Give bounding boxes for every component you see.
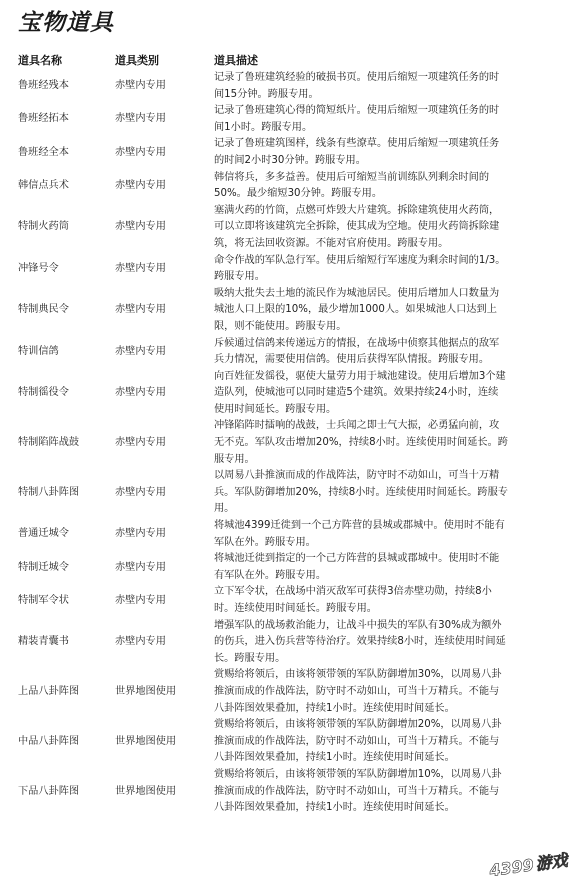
item-description (214, 518, 568, 551)
description-line: 城池人口上限的10%，最少增加1000人。如果城池人口达到上 (214, 304, 497, 316)
table-row (18, 618, 568, 668)
description-line: 50%。最少缩短30分钟。跨服专用。 (214, 188, 383, 200)
description-line: 时。连续使用时间延长。跨服专用。 (214, 603, 377, 614)
description-line: 的伤兵，进入伤兵营等待治疗。效果持续8小时，连续使用时间延 (214, 636, 506, 648)
description-line: 记录了鲁班建筑心得的简短纸片。使用后缩短一项建筑任务的时 (214, 105, 500, 117)
table-row (18, 70, 568, 103)
item-description (214, 584, 568, 617)
description-line: 用。 (214, 503, 235, 515)
table-row (18, 667, 568, 717)
item-name: 特制徭役令 (18, 387, 69, 399)
description-line: 将城池迁徙到指定的一个己方阵营的县城或郡城中。使用时不能 (214, 553, 500, 565)
item-description (214, 618, 568, 668)
item-name: 鲁班经拓本 (18, 113, 69, 125)
table-row (18, 551, 568, 584)
description-line: 八卦阵图效果叠加，持续1小时。连续使用时间延长。 (214, 752, 455, 764)
description-line: 军队在外。跨服专用。 (214, 536, 316, 548)
table-header-row (18, 50, 568, 70)
description-line: 限，则不能使用。跨服专用。 (214, 320, 347, 332)
column-header-type: 道具类别 (115, 54, 159, 67)
item-name: 韩信点兵术 (18, 179, 69, 191)
item-type: 赤壁内专用 (115, 636, 166, 648)
table-row (18, 418, 568, 468)
table-row (18, 468, 568, 518)
site-watermark-logo: 4399游戏 (488, 850, 570, 881)
item-name: 鲁班经残本 (18, 80, 69, 92)
item-description (214, 70, 568, 103)
column-header-name: 道具名称 (18, 54, 62, 67)
description-line: 记录了鲁班建筑图样，线条有些潦草。使用后缩短一项建筑任务 (214, 138, 500, 150)
item-type: 赤壁内专用 (115, 561, 166, 573)
item-type: 赤壁内专用 (115, 528, 166, 540)
item-description (214, 170, 568, 203)
item-type: 赤壁内专用 (115, 387, 166, 399)
description-line: 无不克。军队攻击增加20%，持续8小时。连续使用时间延长。跨 (214, 437, 508, 449)
description-line: 使用时间延长。跨服专用。 (214, 403, 337, 415)
description-line: 斥候通过信鸽来传递远方的情报，在战场中侦察其他据点的敌军 (214, 337, 500, 349)
description-line: 立下军令状，在战场中消灭敌军可获得3倍赤壁功勋，持续8小 (214, 586, 492, 598)
description-line: 八卦阵图效果叠加，持续1小时。连续使用时间延长。 (214, 702, 455, 714)
item-type: 赤壁内专用 (115, 437, 166, 449)
item-type: 世界地图使用 (115, 735, 177, 747)
description-line: 的时间2小时30分钟。跨服专用。 (214, 154, 366, 166)
item-name: 特制典民令 (18, 304, 69, 316)
item-description (214, 336, 568, 369)
item-description (214, 136, 568, 169)
item-description (214, 253, 568, 286)
description-line: 赏赐给将领后，由该将领带领的军队防御增加20%，以周易八卦 (214, 719, 502, 731)
description-line: 长。跨服专用。 (214, 652, 286, 664)
item-type: 赤壁内专用 (115, 221, 166, 233)
table-row (18, 518, 568, 551)
item-name: 特训信鸽 (18, 345, 59, 357)
description-line: 兵。军队防御增加20%，持续8小时。连续使用时间延长。跨服专 (214, 486, 508, 498)
items-table (18, 50, 568, 817)
item-description (214, 203, 568, 253)
description-line: 塞满火药的竹筒，点燃可炸毁大片建筑。拆除建筑使用火药筒， (214, 204, 500, 216)
description-line: 跨服专用。 (214, 271, 265, 283)
description-line: 以周易八卦推演而成的作战阵法，防守时不动如山，可当十万精 (214, 470, 500, 482)
item-description (214, 767, 568, 817)
description-line: 服专用。 (214, 453, 255, 465)
description-line: 可以立即将该建筑完全拆除，使其成为空地。使用火药筒拆除建 (214, 221, 500, 233)
item-type: 世界地图使用 (115, 785, 177, 797)
item-type: 世界地图使用 (115, 685, 177, 697)
description-line: 间1小时。跨服专用。 (214, 121, 313, 133)
description-line: 八卦阵图效果叠加，持续1小时。连续使用时间延长。 (214, 802, 455, 814)
description-line: 记录了鲁班建筑经验的破损书页。使用后缩短一项建筑任务的时 (214, 72, 500, 83)
item-type: 赤壁内专用 (115, 594, 166, 606)
table-row (18, 286, 568, 336)
description-line: 筑，将无法回收资源。不能对官府使用。跨服专用。 (214, 237, 449, 249)
table-row (18, 369, 568, 419)
item-name: 特制军令状 (18, 594, 69, 606)
description-line: 向百姓征发徭役，驱使大量劳力用于城池建设。使用后增加3个建 (214, 370, 506, 382)
item-description (214, 717, 568, 767)
description-line: 推演而成的作战阵法，防守时不动如山，可当十万精兵。不能与 (214, 735, 500, 747)
item-name: 冲锋号令 (18, 262, 59, 274)
table-row (18, 203, 568, 253)
description-line: 冲锋陷阵时擂响的战鼓，士兵闻之即士气大振，必勇猛向前，攻 (214, 420, 500, 432)
description-line: 增强军队的战场救治能力，让战斗中损失的军队有30%成为额外 (214, 619, 502, 631)
item-name: 鲁班经全本 (18, 146, 69, 158)
description-line: 间15分钟。跨服专用。 (214, 88, 319, 100)
item-description (214, 418, 568, 468)
item-description (214, 468, 568, 518)
column-header-desc: 道具描述 (214, 54, 258, 67)
item-description (214, 286, 568, 336)
page-title: 宝物道具 (18, 10, 114, 36)
item-description (214, 369, 568, 419)
description-line: 推演而成的作战阵法，防守时不动如山，可当十万精兵。不能与 (214, 785, 500, 797)
item-type: 赤壁内专用 (115, 262, 166, 274)
item-name: 普通迁城令 (18, 528, 69, 540)
description-line: 将城池4399迁徙到一个己方阵营的县城或郡城中。使用时不能有 (214, 520, 505, 532)
item-name: 上品八卦阵图 (18, 685, 80, 697)
table-row (18, 767, 568, 817)
item-name: 特制火药筒 (18, 221, 69, 233)
item-description (214, 667, 568, 717)
table-row (18, 170, 568, 203)
description-line: 吸纳大批失去土地的流民作为城池居民。使用后增加人口数量为 (214, 287, 500, 299)
item-description (214, 103, 568, 136)
description-line: 赏赐给将领后，由该将领带领的军队防御增加30%，以周易八卦 (214, 669, 502, 681)
item-name: 中品八卦阵图 (18, 735, 80, 747)
item-description (214, 551, 568, 584)
table-row (18, 336, 568, 369)
item-type: 赤壁内专用 (115, 304, 166, 316)
item-name: 精装青囊书 (18, 636, 69, 648)
item-name: 特制迁城令 (18, 561, 69, 573)
table-row (18, 136, 568, 169)
item-type: 赤壁内专用 (115, 345, 166, 357)
item-type: 赤壁内专用 (115, 146, 166, 158)
item-type: 赤壁内专用 (115, 113, 166, 125)
description-line: 韩信将兵，多多益善。使用后可缩短当前训练队列剩余时间的 (214, 171, 490, 183)
table-row (18, 717, 568, 767)
item-name: 下品八卦阵图 (18, 785, 80, 797)
description-line: 命令作战的军队急行军。使用后缩短行军速度为剩余时间的1/3。 (214, 254, 506, 266)
item-name: 特制八卦阵图 (18, 486, 80, 498)
description-line: 兵力情况，需要使用信鸽。使用后获得军队情报。跨服专用。 (214, 354, 490, 366)
item-type: 赤壁内专用 (115, 486, 166, 498)
table-row (18, 103, 568, 136)
description-line: 赏赐给将领后，由该将领带领的军队防御增加10%，以周易八卦 (214, 768, 502, 780)
description-line: 有军队在外。跨服专用。 (214, 569, 327, 581)
description-line: 推演而成的作战阵法，防守时不动如山，可当十万精兵。不能与 (214, 685, 500, 697)
table-row (18, 253, 568, 286)
item-name: 特制陷阵战鼓 (18, 437, 80, 449)
table-row (18, 584, 568, 617)
item-type: 赤壁内专用 (115, 80, 166, 92)
description-line: 造队列，使城池可以同时建造5个建筑。效果持续24小时，连续 (214, 387, 499, 399)
item-type: 赤壁内专用 (115, 179, 166, 191)
